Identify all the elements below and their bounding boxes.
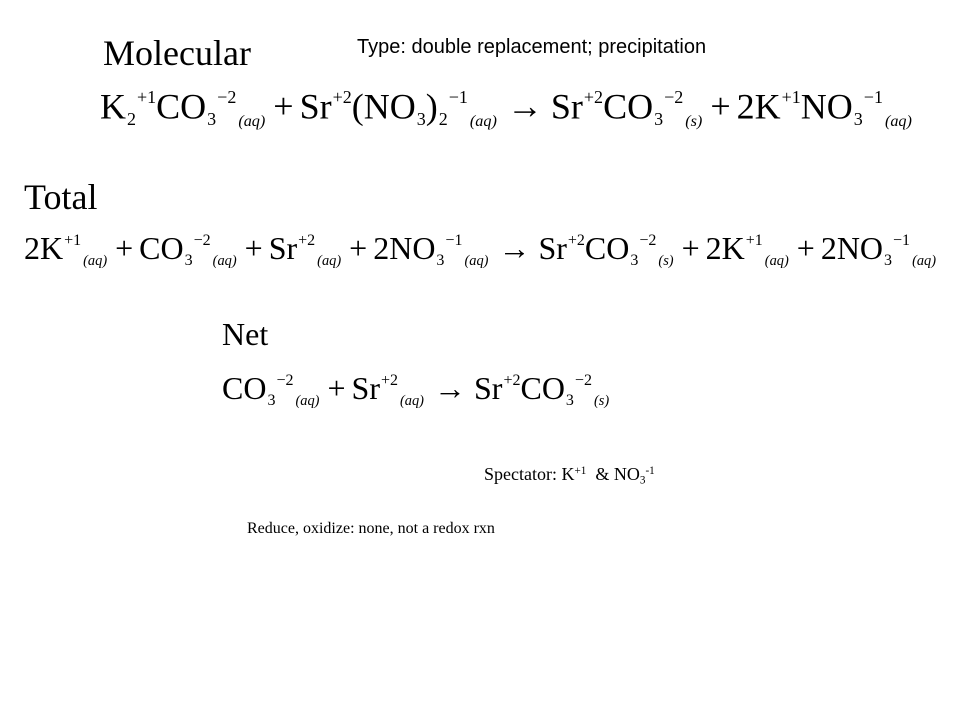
state-label: (aq) [317, 253, 342, 270]
formula-text: K [100, 86, 126, 127]
charge-superscript: +1 [137, 87, 157, 107]
plus-sign: + [349, 230, 368, 266]
subscript: 3 [436, 251, 445, 269]
charge-superscript: −1 [448, 87, 468, 107]
state-label: (aq) [212, 253, 237, 270]
reaction-arrow-icon: → [498, 230, 531, 266]
state-label: (aq) [295, 393, 320, 410]
plus-sign: + [244, 230, 263, 266]
formula-text: CO [156, 86, 207, 127]
spectator-ions-line [484, 464, 655, 486]
plus-sign: + [327, 370, 346, 406]
state-label: (aq) [83, 253, 108, 270]
total-equation [24, 232, 938, 269]
subscript: 2 [127, 108, 136, 129]
molecular-heading: Molecular [103, 33, 251, 73]
formula-text: (NO [351, 86, 416, 127]
charge-superscript: −1 [893, 232, 911, 250]
formula-text: CO [139, 230, 184, 266]
redox-note: Reduce, oxidize: none, not a redox rxn [247, 520, 495, 537]
reaction-type-label: Type: double replacement; precipitation [357, 36, 707, 58]
charge-superscript: −1 [863, 87, 883, 107]
formula-text: NO [800, 86, 853, 127]
formula-text: Sr [351, 370, 380, 406]
state-label: (aq) [400, 393, 424, 410]
charge-superscript: −2 [276, 372, 294, 390]
subscript: 3 [853, 108, 863, 129]
state-label: (s) [685, 111, 703, 130]
charge-superscript: +2 [503, 372, 521, 390]
plus-sign: + [796, 230, 815, 266]
spectator-label: Spectator: K [484, 464, 575, 484]
formula-text: ) [425, 86, 438, 127]
formula-text: CO [520, 370, 565, 406]
net-equation [222, 372, 611, 409]
state-label: (aq) [764, 253, 789, 270]
charge-superscript: −2 [574, 372, 592, 390]
formula-text: CO [603, 86, 654, 127]
plus-sign: + [681, 230, 700, 266]
charge-superscript: −2 [193, 232, 211, 250]
subscript: 2 [438, 108, 448, 129]
nitrate-label: & NO [595, 464, 640, 484]
formula-text: 2K [24, 230, 64, 266]
subscript: 3 [267, 391, 276, 409]
charge-superscript: +1 [64, 232, 82, 250]
state-label: (s) [658, 253, 674, 270]
plus-sign: + [115, 230, 134, 266]
subscript: 3 [654, 108, 664, 129]
charge-superscript: +1 [745, 232, 763, 250]
charge-superscript: +1 [781, 87, 801, 107]
formula-text: CO [222, 370, 267, 406]
charge-superscript: −1 [445, 232, 463, 250]
charge-superscript: +2 [332, 87, 352, 107]
reaction-arrow-icon: → [433, 370, 466, 406]
formula-text: Sr [299, 86, 332, 127]
state-label: (aq) [469, 111, 497, 130]
plus-sign: + [710, 86, 731, 127]
formula-text: CO [584, 230, 630, 266]
charge-superscript: +2 [298, 232, 316, 250]
reaction-arrow-icon: → [506, 86, 543, 127]
subscript: 3 [884, 251, 893, 269]
charge-superscript: −2 [217, 87, 237, 107]
formula-text: Sr [473, 370, 503, 406]
formula-text: Sr [550, 86, 583, 127]
charge-superscript: +2 [380, 372, 398, 390]
potassium-charge: +1 [574, 464, 587, 477]
state-label: (aq) [238, 111, 266, 130]
formula-text: Sr [268, 230, 298, 266]
molecular-equation [100, 88, 914, 129]
state-label: (aq) [884, 111, 912, 130]
nitrate-subscript: 3 [639, 474, 646, 487]
charge-superscript: +2 [567, 232, 585, 250]
state-label: (s) [593, 393, 610, 410]
state-label: (aq) [912, 253, 937, 270]
net-heading: Net [222, 316, 269, 352]
formula-text: 2K [736, 86, 781, 127]
formula-text: 2NO [820, 230, 884, 266]
plus-sign: + [273, 86, 294, 127]
formula-text: Sr [538, 230, 567, 266]
charge-superscript: −2 [664, 87, 684, 107]
subscript: 3 [630, 251, 639, 269]
formula-text: 2K [705, 230, 745, 266]
charge-superscript: +2 [583, 87, 604, 107]
subscript: 3 [565, 391, 574, 409]
subscript: 3 [207, 108, 217, 129]
nitrate-charge: -1 [645, 464, 655, 477]
charge-superscript: −2 [639, 232, 657, 250]
formula-text: 2NO [373, 230, 436, 266]
subscript: 3 [184, 251, 193, 269]
total-heading: Total [24, 177, 98, 217]
state-label: (aq) [464, 253, 489, 270]
subscript: 3 [416, 108, 426, 129]
